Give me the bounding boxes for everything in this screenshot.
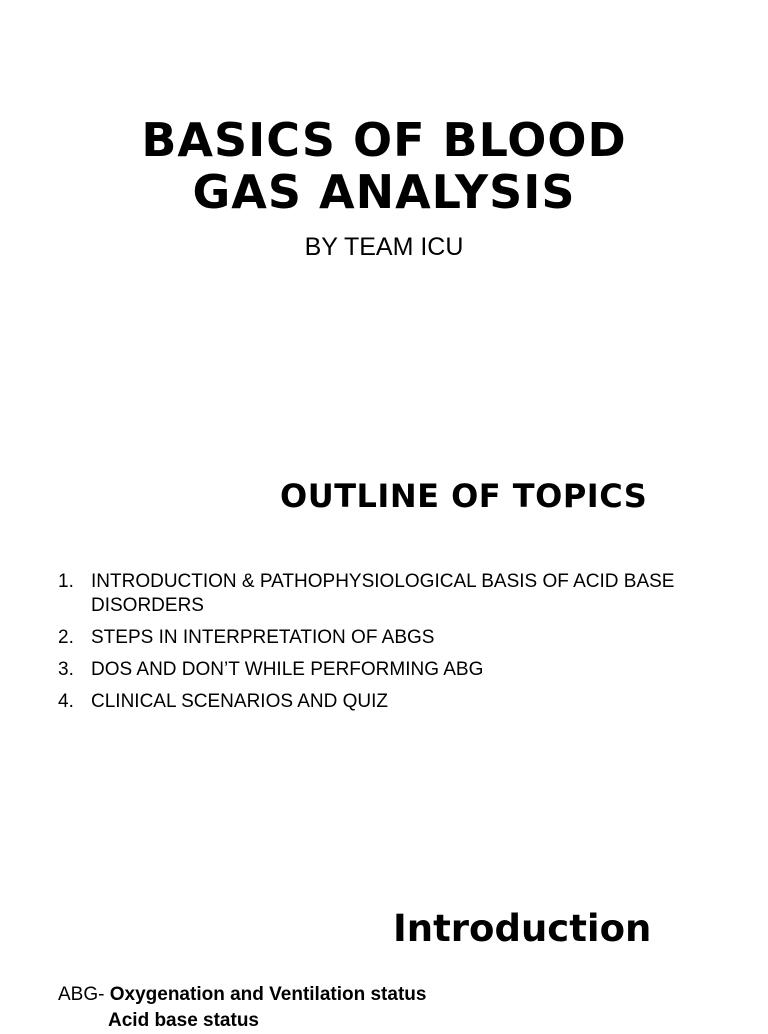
list-item	[58, 658, 698, 682]
list-item	[58, 570, 698, 618]
list-item-text: STEPS IN INTERPRETATION OF ABGS	[91, 627, 435, 648]
list-item-number: 1.	[58, 571, 74, 592]
list-item-number: 2.	[58, 627, 74, 648]
outline-list	[58, 570, 698, 722]
intro-heading: Introduction	[393, 907, 652, 950]
intro-line-1-bold: Oxygenation and Ventilation status	[109, 984, 427, 1005]
intro-body	[58, 982, 426, 1034]
list-item-text: INTRODUCTION & PATHOPHYSIOLOGICAL BASIS OF ACID BASE DISORDERS	[91, 571, 675, 616]
list-item-text: DOS AND DON’T WHILE PERFORMING ABG	[91, 659, 484, 680]
list-item	[58, 690, 698, 714]
presentation-subtitle: BY TEAM ICU	[304, 233, 464, 261]
list-item	[58, 626, 698, 650]
intro-line-2-bold: Acid base status	[108, 1010, 259, 1031]
intro-line-1	[58, 982, 426, 1008]
list-item-text: CLINICAL SCENARIOS AND QUIZ	[91, 691, 389, 712]
title-line-1: BASICS OF BLOOD	[141, 113, 627, 167]
list-item-number: 4.	[58, 691, 74, 712]
intro-line-2	[58, 1008, 426, 1034]
list-item-number: 3.	[58, 659, 74, 680]
presentation-title	[0, 114, 768, 218]
outline-heading: OUTLINE OF TOPICS	[280, 477, 648, 515]
title-line-2: GAS ANALYSIS	[192, 165, 576, 219]
intro-line-1-prefix: ABG-	[58, 984, 105, 1005]
